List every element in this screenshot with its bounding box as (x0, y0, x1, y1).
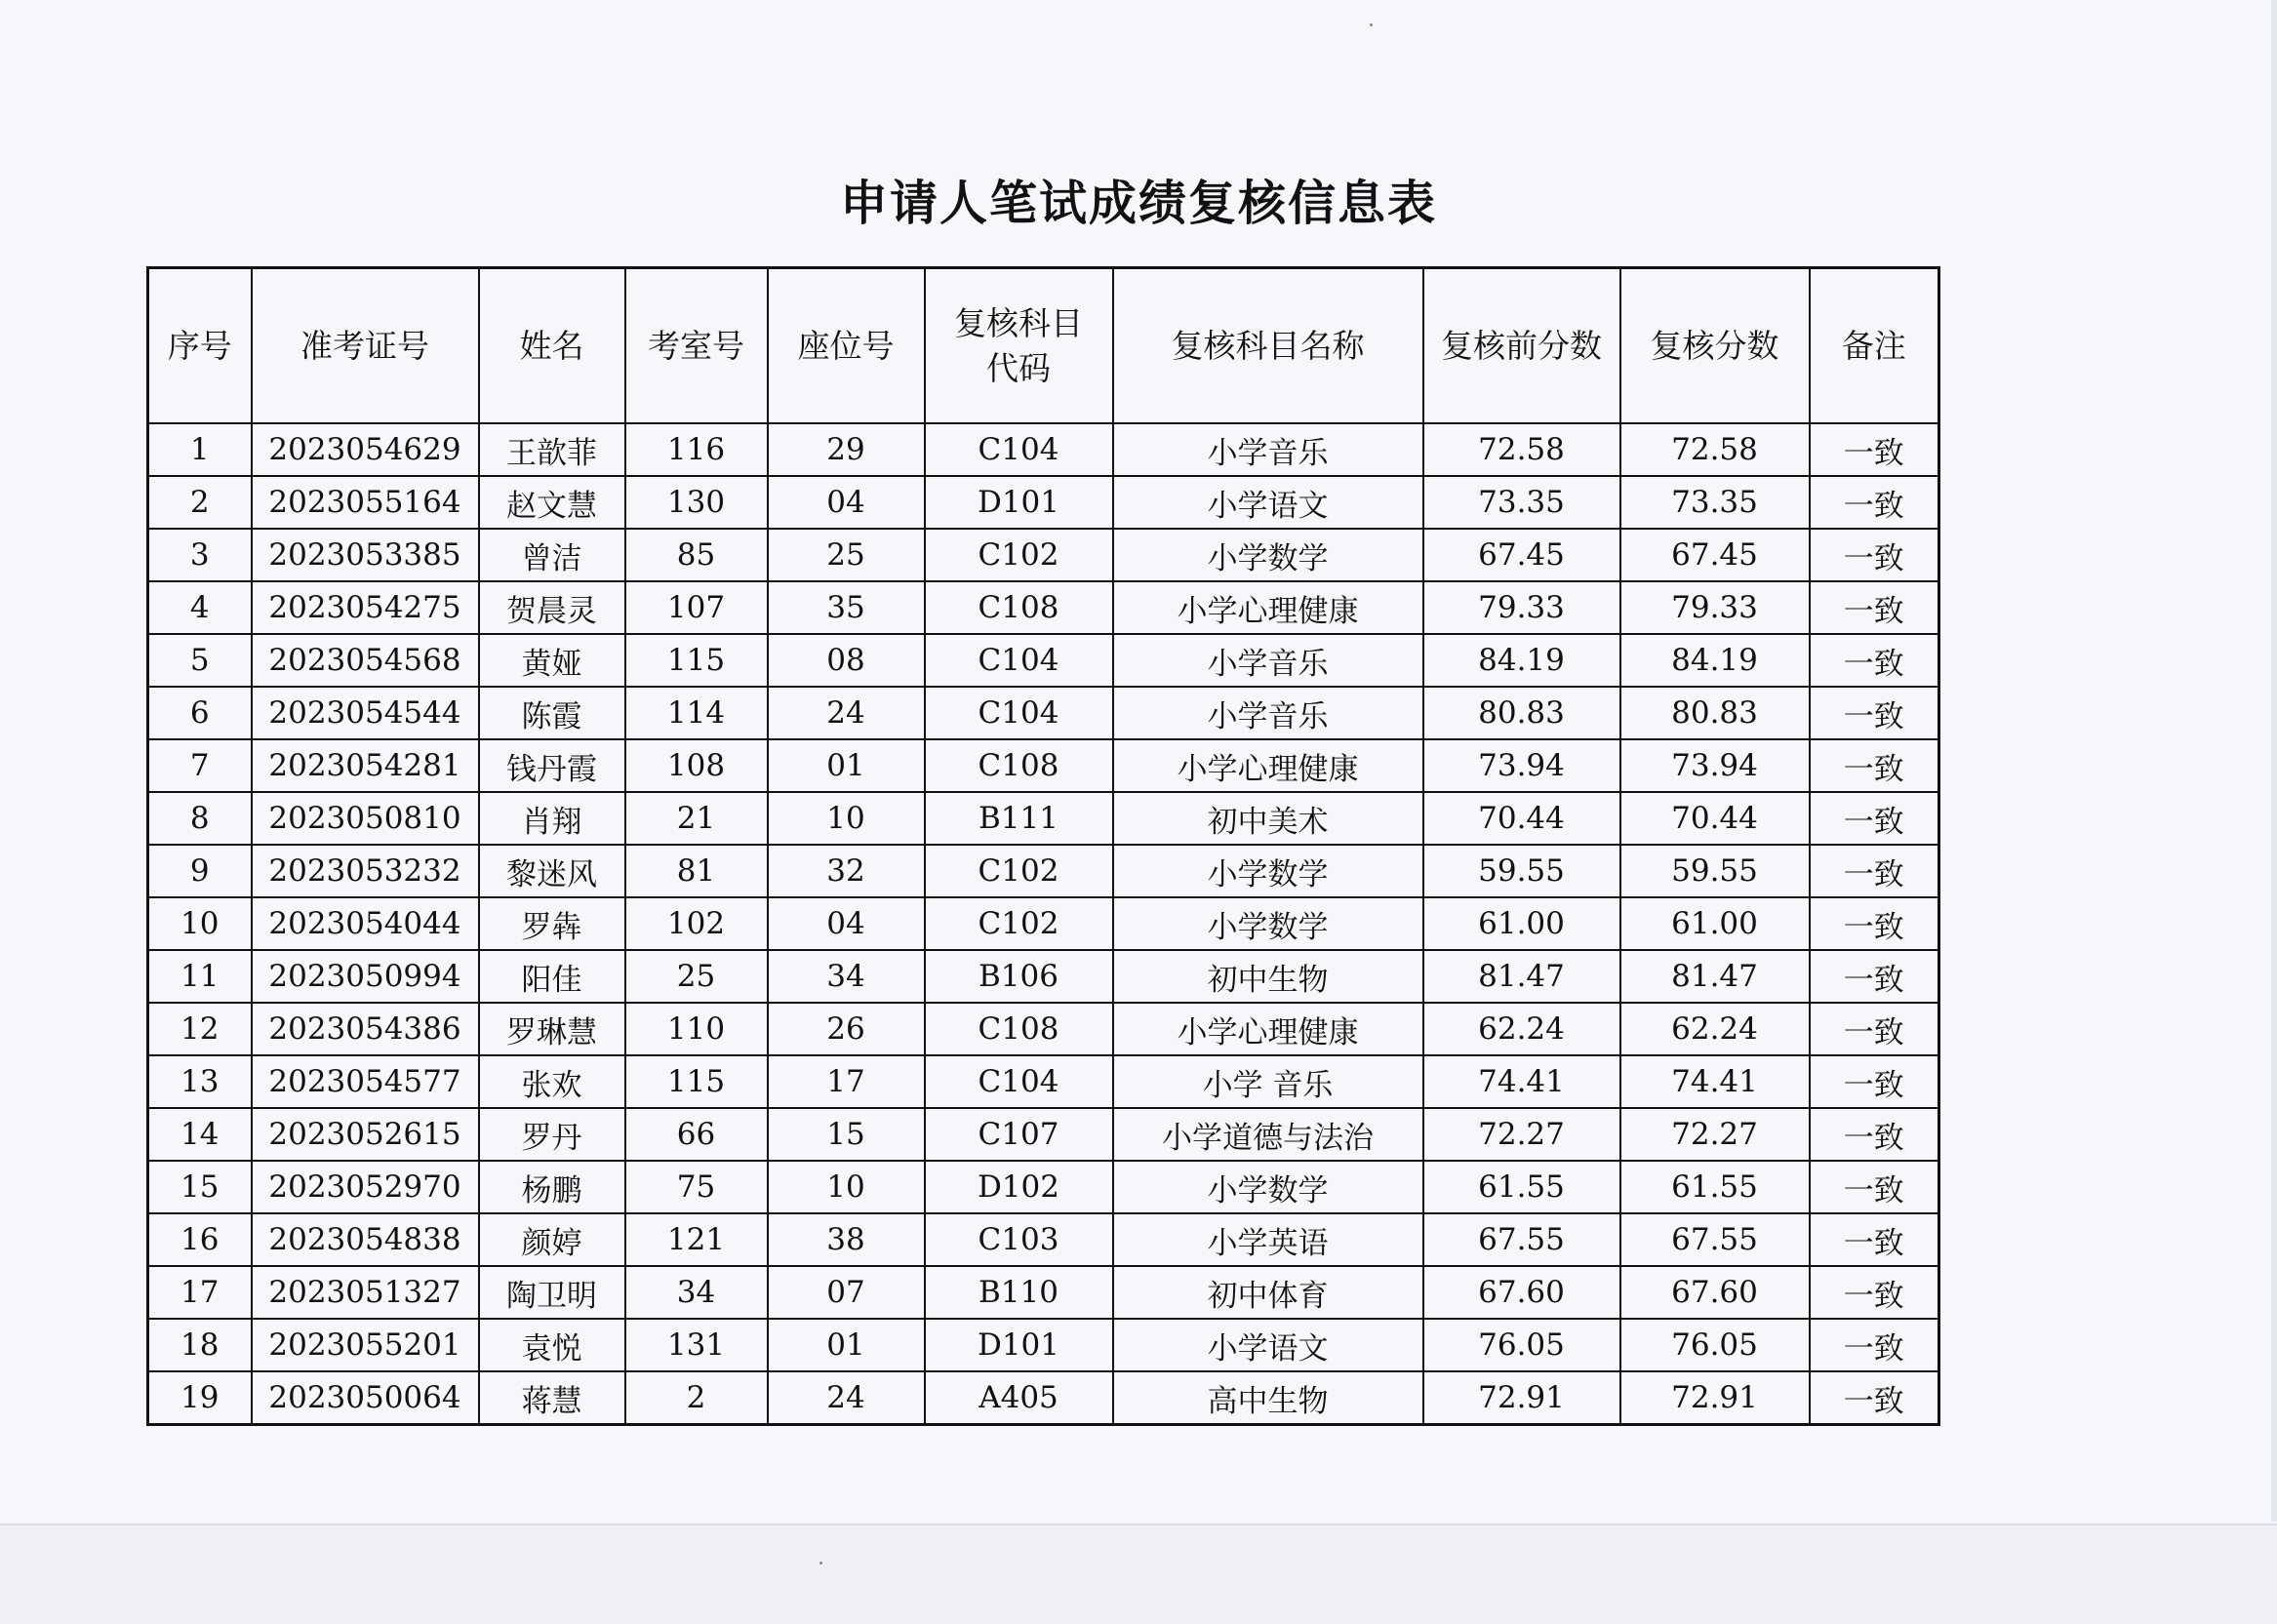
cell-subject-name: 小学 音乐 (1113, 1055, 1423, 1108)
cell-subject-name: 小学心理健康 (1113, 739, 1423, 792)
cell-exam-id: 2023054568 (252, 634, 479, 687)
table-row (148, 739, 1939, 792)
table-row (148, 1213, 1939, 1266)
cell-score-after: 76.05 (1620, 1319, 1810, 1371)
cell-room: 75 (625, 1161, 768, 1213)
cell-exam-id: 2023050064 (252, 1371, 479, 1425)
cell-room: 115 (625, 634, 768, 687)
cell-seq: 7 (148, 739, 252, 792)
cell-name: 颜婷 (479, 1213, 625, 1266)
cell-exam-id: 2023053232 (252, 845, 479, 897)
cell-room: 110 (625, 1003, 768, 1055)
cell-score-after: 79.33 (1620, 581, 1810, 634)
cell-seq: 6 (148, 687, 252, 739)
cell-score-before: 72.27 (1423, 1108, 1620, 1161)
cell-score-after: 70.44 (1620, 792, 1810, 845)
cell-exam-id: 2023050810 (252, 792, 479, 845)
table-row (148, 1266, 1939, 1319)
cell-seq: 19 (148, 1371, 252, 1425)
table-body (148, 423, 1939, 1425)
table-row (148, 1319, 1939, 1371)
cell-name: 袁悦 (479, 1319, 625, 1371)
cell-name: 陈霞 (479, 687, 625, 739)
cell-exam-id: 2023055164 (252, 476, 479, 529)
cell-seat: 04 (768, 476, 925, 529)
cell-score-before: 80.83 (1423, 687, 1620, 739)
cell-subject-name: 小学数学 (1113, 845, 1423, 897)
cell-room: 115 (625, 1055, 768, 1108)
cell-seat: 38 (768, 1213, 925, 1266)
cell-subject-code: C107 (925, 1108, 1113, 1161)
cell-score-after: 67.45 (1620, 529, 1810, 581)
cell-name: 赵文慧 (479, 476, 625, 529)
cell-subject-name: 小学音乐 (1113, 687, 1423, 739)
cell-exam-id: 2023054044 (252, 897, 479, 950)
cell-score-after: 73.35 (1620, 476, 1810, 529)
cell-name: 贺晨灵 (479, 581, 625, 634)
cell-remark: 一致 (1810, 634, 1939, 687)
cell-exam-id: 2023054275 (252, 581, 479, 634)
cell-subject-name: 小学数学 (1113, 897, 1423, 950)
cell-subject-name: 小学数学 (1113, 1161, 1423, 1213)
cell-seat: 04 (768, 897, 925, 950)
table-header-row (148, 268, 1939, 424)
cell-remark: 一致 (1810, 792, 1939, 845)
cell-remark: 一致 (1810, 1161, 1939, 1213)
cell-score-before: 67.55 (1423, 1213, 1620, 1266)
header-subject-code (925, 268, 1113, 424)
cell-remark: 一致 (1810, 1371, 1939, 1425)
cell-name: 蒋慧 (479, 1371, 625, 1425)
cell-room: 116 (625, 423, 768, 476)
cell-score-before: 59.55 (1423, 845, 1620, 897)
cell-remark: 一致 (1810, 845, 1939, 897)
cell-subject-name: 小学英语 (1113, 1213, 1423, 1266)
cell-exam-id: 2023052970 (252, 1161, 479, 1213)
cell-room: 130 (625, 476, 768, 529)
cell-seat: 35 (768, 581, 925, 634)
cell-name: 钱丹霞 (479, 739, 625, 792)
cell-score-before: 76.05 (1423, 1319, 1620, 1371)
cell-subject-name: 高中生物 (1113, 1371, 1423, 1425)
cell-seq: 13 (148, 1055, 252, 1108)
cell-score-after: 72.91 (1620, 1371, 1810, 1425)
table-row (148, 897, 1939, 950)
cell-name: 罗犇 (479, 897, 625, 950)
scanner-bottom-margin (0, 1524, 2277, 1624)
cell-name: 罗琳慧 (479, 1003, 625, 1055)
cell-score-after: 61.55 (1620, 1161, 1810, 1213)
cell-subject-name: 小学心理健康 (1113, 1003, 1423, 1055)
cell-seat: 08 (768, 634, 925, 687)
cell-seq: 16 (148, 1213, 252, 1266)
cell-subject-code: B110 (925, 1266, 1113, 1319)
cell-score-before: 62.24 (1423, 1003, 1620, 1055)
header-score-before: 复核前分数 (1423, 268, 1620, 424)
cell-remark: 一致 (1810, 739, 1939, 792)
cell-seq: 9 (148, 845, 252, 897)
table-row (148, 529, 1939, 581)
cell-score-after: 80.83 (1620, 687, 1810, 739)
cell-score-before: 74.41 (1423, 1055, 1620, 1108)
header-remark: 备注 (1810, 268, 1939, 424)
cell-remark: 一致 (1810, 687, 1939, 739)
cell-subject-code: C108 (925, 1003, 1113, 1055)
header-exam-id: 准考证号 (252, 268, 479, 424)
cell-name: 陶卫明 (479, 1266, 625, 1319)
cell-exam-id: 2023054838 (252, 1213, 479, 1266)
cell-subject-code: B106 (925, 950, 1113, 1003)
cell-seq: 18 (148, 1319, 252, 1371)
cell-subject-code: A405 (925, 1371, 1113, 1425)
cell-name: 王歆菲 (479, 423, 625, 476)
cell-score-before: 61.55 (1423, 1161, 1620, 1213)
cell-name: 肖翔 (479, 792, 625, 845)
cell-room: 107 (625, 581, 768, 634)
cell-seq: 4 (148, 581, 252, 634)
cell-score-before: 67.45 (1423, 529, 1620, 581)
cell-seat: 01 (768, 739, 925, 792)
cell-remark: 一致 (1810, 581, 1939, 634)
cell-seq: 2 (148, 476, 252, 529)
cell-seq: 15 (148, 1161, 252, 1213)
cell-score-before: 79.33 (1423, 581, 1620, 634)
cell-seat: 15 (768, 1108, 925, 1161)
cell-subject-code: C104 (925, 687, 1113, 739)
cell-score-before: 81.47 (1423, 950, 1620, 1003)
cell-subject-name: 初中体育 (1113, 1266, 1423, 1319)
cell-exam-id: 2023053385 (252, 529, 479, 581)
cell-exam-id: 2023054544 (252, 687, 479, 739)
cell-remark: 一致 (1810, 897, 1939, 950)
cell-room: 102 (625, 897, 768, 950)
cell-seat: 10 (768, 1161, 925, 1213)
cell-name: 罗丹 (479, 1108, 625, 1161)
cell-exam-id: 2023055201 (252, 1319, 479, 1371)
header-room: 考室号 (625, 268, 768, 424)
cell-seq: 8 (148, 792, 252, 845)
cell-subject-code: C104 (925, 1055, 1113, 1108)
cell-room: 108 (625, 739, 768, 792)
cell-name: 曾洁 (479, 529, 625, 581)
cell-seq: 10 (148, 897, 252, 950)
table-row (148, 1055, 1939, 1108)
cell-seat: 24 (768, 1371, 925, 1425)
cell-score-before: 73.35 (1423, 476, 1620, 529)
header-subject-name: 复核科目名称 (1113, 268, 1423, 424)
cell-subject-code: C103 (925, 1213, 1113, 1266)
cell-exam-id: 2023054281 (252, 739, 479, 792)
header-score-after: 复核分数 (1620, 268, 1810, 424)
cell-subject-code: C108 (925, 739, 1113, 792)
cell-seat: 29 (768, 423, 925, 476)
cell-room: 21 (625, 792, 768, 845)
cell-seat: 01 (768, 1319, 925, 1371)
cell-remark: 一致 (1810, 1055, 1939, 1108)
cell-score-after: 74.41 (1620, 1055, 1810, 1108)
cell-room: 34 (625, 1266, 768, 1319)
cell-seat: 07 (768, 1266, 925, 1319)
cell-room: 121 (625, 1213, 768, 1266)
cell-subject-code: C108 (925, 581, 1113, 634)
cell-name: 张欢 (479, 1055, 625, 1108)
cell-score-after: 67.60 (1620, 1266, 1810, 1319)
table-row (148, 950, 1939, 1003)
cell-subject-name: 初中生物 (1113, 950, 1423, 1003)
cell-remark: 一致 (1810, 1108, 1939, 1161)
cell-seat: 25 (768, 529, 925, 581)
cell-score-after: 67.55 (1620, 1213, 1810, 1266)
cell-remark: 一致 (1810, 1266, 1939, 1319)
cell-exam-id: 2023052615 (252, 1108, 479, 1161)
cell-subject-name: 小学音乐 (1113, 634, 1423, 687)
cell-score-after: 81.47 (1620, 950, 1810, 1003)
cell-name: 黄娅 (479, 634, 625, 687)
cell-seq: 12 (148, 1003, 252, 1055)
cell-room: 66 (625, 1108, 768, 1161)
scan-speck (1370, 23, 1373, 26)
cell-score-before: 67.60 (1423, 1266, 1620, 1319)
cell-subject-code: C102 (925, 845, 1113, 897)
cell-score-after: 61.00 (1620, 897, 1810, 950)
table-row (148, 792, 1939, 845)
cell-seq: 14 (148, 1108, 252, 1161)
cell-name: 杨鹏 (479, 1161, 625, 1213)
cell-room: 131 (625, 1319, 768, 1371)
cell-room: 81 (625, 845, 768, 897)
header-seq: 序号 (148, 268, 252, 424)
header-name: 姓名 (479, 268, 625, 424)
cell-subject-code: C102 (925, 897, 1113, 950)
cell-subject-code: D101 (925, 476, 1113, 529)
score-review-table (146, 266, 1940, 1426)
cell-seq: 11 (148, 950, 252, 1003)
cell-score-before: 73.94 (1423, 739, 1620, 792)
table-row (148, 423, 1939, 476)
cell-score-before: 84.19 (1423, 634, 1620, 687)
cell-remark: 一致 (1810, 1319, 1939, 1371)
header-seat: 座位号 (768, 268, 925, 424)
cell-seat: 32 (768, 845, 925, 897)
cell-exam-id: 2023050994 (252, 950, 479, 1003)
cell-seat: 26 (768, 1003, 925, 1055)
cell-score-after: 73.94 (1620, 739, 1810, 792)
cell-score-after: 72.27 (1620, 1108, 1810, 1161)
cell-seq: 1 (148, 423, 252, 476)
cell-subject-name: 小学语文 (1113, 1319, 1423, 1371)
cell-remark: 一致 (1810, 950, 1939, 1003)
cell-exam-id: 2023054577 (252, 1055, 479, 1108)
cell-subject-name: 小学数学 (1113, 529, 1423, 581)
cell-score-after: 72.58 (1620, 423, 1810, 476)
cell-score-after: 59.55 (1620, 845, 1810, 897)
cell-room: 114 (625, 687, 768, 739)
header-subject-code-line2: 代码 (986, 348, 1051, 387)
cell-seat: 17 (768, 1055, 925, 1108)
table-row (148, 634, 1939, 687)
cell-subject-code: C104 (925, 423, 1113, 476)
table-row (148, 1161, 1939, 1213)
cell-subject-name: 初中美术 (1113, 792, 1423, 845)
cell-remark: 一致 (1810, 1213, 1939, 1266)
cell-room: 25 (625, 950, 768, 1003)
table-row (148, 687, 1939, 739)
cell-seat: 10 (768, 792, 925, 845)
cell-name: 阳佳 (479, 950, 625, 1003)
scan-speck (819, 1562, 822, 1565)
cell-score-before: 70.44 (1423, 792, 1620, 845)
table-row (148, 845, 1939, 897)
page-title: 申请人笔试成绩复核信息表 (839, 176, 1437, 231)
cell-subject-code: D101 (925, 1319, 1113, 1371)
header-subject-code-line1: 复核科目 (954, 303, 1083, 342)
cell-subject-name: 小学心理健康 (1113, 581, 1423, 634)
table-row (148, 1371, 1939, 1425)
cell-subject-code: D102 (925, 1161, 1113, 1213)
cell-seat: 34 (768, 950, 925, 1003)
cell-score-before: 72.91 (1423, 1371, 1620, 1425)
cell-subject-name: 小学道德与法治 (1113, 1108, 1423, 1161)
cell-seq: 3 (148, 529, 252, 581)
table-row (148, 581, 1939, 634)
cell-subject-name: 小学语文 (1113, 476, 1423, 529)
cell-name: 黎迷风 (479, 845, 625, 897)
cell-seq: 5 (148, 634, 252, 687)
cell-subject-code: C102 (925, 529, 1113, 581)
cell-subject-code: B111 (925, 792, 1113, 845)
cell-score-before: 61.00 (1423, 897, 1620, 950)
cell-room: 2 (625, 1371, 768, 1425)
cell-seat: 24 (768, 687, 925, 739)
cell-remark: 一致 (1810, 1003, 1939, 1055)
cell-remark: 一致 (1810, 476, 1939, 529)
table-row (148, 476, 1939, 529)
cell-score-after: 62.24 (1620, 1003, 1810, 1055)
cell-subject-name: 小学音乐 (1113, 423, 1423, 476)
cell-remark: 一致 (1810, 529, 1939, 581)
cell-seq: 17 (148, 1266, 252, 1319)
table-row (148, 1003, 1939, 1055)
cell-exam-id: 2023054629 (252, 423, 479, 476)
cell-subject-code: C104 (925, 634, 1113, 687)
cell-exam-id: 2023054386 (252, 1003, 479, 1055)
table-row (148, 1108, 1939, 1161)
cell-room: 85 (625, 529, 768, 581)
cell-score-before: 72.58 (1423, 423, 1620, 476)
cell-remark: 一致 (1810, 423, 1939, 476)
cell-exam-id: 2023051327 (252, 1266, 479, 1319)
cell-score-after: 84.19 (1620, 634, 1810, 687)
